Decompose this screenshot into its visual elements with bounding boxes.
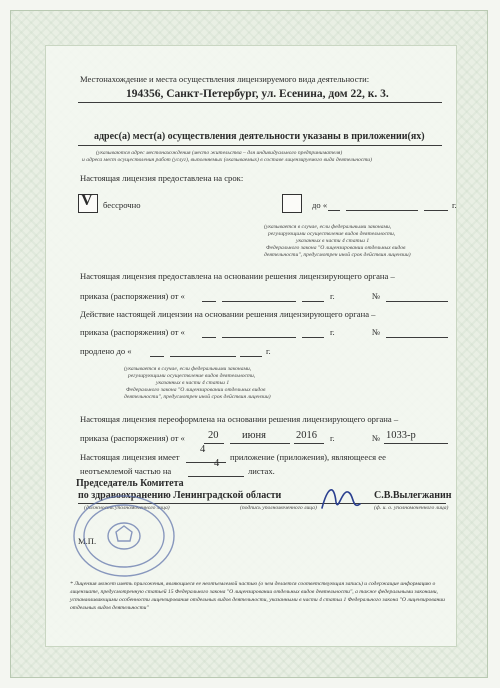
reissue-number-line xyxy=(384,443,448,444)
addresses-note: адрес(а) мест(а) осуществления деятельности указаны в приложении(ях) xyxy=(94,131,425,142)
reissue-year-line xyxy=(294,443,324,444)
annex-part-suffix: листах. xyxy=(248,466,275,476)
extended-year-line xyxy=(240,356,262,357)
footnote: * Лицензия может иметь приложения, являющиеся ее неотъемлемой частью (о чем делается соответствующая запись) и содержащие информацию о лицензиате, предусмотренную статьей 15 Федерального закона "О лицензировании отдельных видов деятельности", а также федеральными законами, устанавливающими особенности лицензирования отдельных видов деятельности, указанными в части 4 статьи 1 Федерального закона "О лицензировании отдельных видов деятельности" xyxy=(70,581,445,611)
extension-hint-4: Федерального закона "О лицензировании отдельных видов xyxy=(126,387,266,393)
extension-year-line xyxy=(302,337,324,338)
mp-label: М.П. xyxy=(78,536,97,546)
extension-label: Действие настоящей лицензии на основании решения лицензирующего органа – xyxy=(80,309,376,319)
extension-hint-1: (указывается в случае, если федеральными законами, xyxy=(124,366,252,372)
until-prefix: до « xyxy=(312,200,328,210)
name-hint: (ф. и. о. уполномоченного лица) xyxy=(374,505,449,511)
reissue-day-line xyxy=(204,443,224,444)
annex-sheet-line xyxy=(188,476,244,477)
term-hint-4: Федерального закона "О лицензировании отдельных видов xyxy=(266,245,406,251)
extension-hint-5: деятельности", предусмотрен иной срок действия лицензии) xyxy=(124,394,271,400)
reissue-g: г. xyxy=(330,433,335,443)
term-hint-5: деятельности", предусмотрен иной срок действия лицензии) xyxy=(264,252,411,258)
indefinite-checkbox xyxy=(78,194,98,213)
indefinite-label: бессрочно xyxy=(103,200,141,210)
term-hint-1: (указывается в случае, если федеральными законами, xyxy=(264,224,392,230)
term-hint-3: указанных в части 4 статьи 1 xyxy=(296,238,370,244)
location-label: Местонахождение и места осуществления лицензируемого вида деятельности: xyxy=(80,74,370,84)
until-day-line xyxy=(328,210,340,211)
extension-day-line xyxy=(202,337,216,338)
addresses-hint-2: и адреса мест осуществления работ (услуг), выполняемых (оказываемых) в составе лицензируемого вида деятельности) xyxy=(82,157,372,163)
reissue-number: 1033-р xyxy=(386,430,416,441)
annex-sheet-count: 4 xyxy=(214,458,220,469)
until-checkbox xyxy=(282,194,302,213)
signature-scribble xyxy=(318,482,364,516)
basis-order-prefix: приказа (распоряжения) от « xyxy=(80,291,185,301)
term-label: Настоящая лицензия предоставлена на срок: xyxy=(80,173,244,183)
basis-label: Настоящая лицензия предоставлена на основании решения лицензирующего органа – xyxy=(80,271,395,281)
basis-number-line xyxy=(386,301,448,302)
annex-has-prefix: Настоящая лицензия имеет xyxy=(80,452,180,462)
annex-part-prefix: неотъемлемой частью на xyxy=(80,466,172,476)
until-suffix: г. xyxy=(452,200,457,210)
check-mark: V xyxy=(81,192,93,209)
official-seal xyxy=(66,492,182,590)
basis-no: № xyxy=(372,291,381,301)
extension-g: г. xyxy=(330,327,335,337)
signature-hint: (подпись уполномоченного лица) xyxy=(240,505,317,511)
extension-month-line xyxy=(222,337,296,338)
extended-day-line xyxy=(150,356,164,357)
extended-month-line xyxy=(170,356,236,357)
reissue-label: Настоящая лицензия переоформлена на основании решения лицензирующего органа – xyxy=(80,414,399,424)
extension-hint-2: регулирующими осуществление видов деятельности, xyxy=(128,373,256,379)
extension-hint-3: указанных в части 4 статьи 1 xyxy=(156,380,230,386)
signatory-name: С.В.Вылегжанин xyxy=(374,490,452,501)
extension-number-line xyxy=(386,337,448,338)
position-hint: (должность уполномоченного лица) xyxy=(84,505,170,511)
annex-count: 4 xyxy=(200,444,206,455)
extension-order-prefix: приказа (распоряжения) от « xyxy=(80,327,185,337)
extended-until-prefix: продлено до « xyxy=(80,346,132,356)
address-underline xyxy=(78,102,442,103)
reissue-no: № xyxy=(372,433,381,443)
annex-count-line xyxy=(186,462,226,463)
reissue-month: июня xyxy=(242,430,266,441)
reissue-order-prefix: приказа (распоряжения) от « xyxy=(80,433,185,443)
reissue-day: 20 xyxy=(208,430,219,441)
term-hint-2: регулирующими осуществление видов деятельности, xyxy=(268,231,396,237)
license-address: 194356, Санкт-Петербург, ул. Есенина, дом 22, к. 3. xyxy=(126,88,389,100)
basis-g: г. xyxy=(330,291,335,301)
addresses-hint-1: (указываются адрес местонахождения (место жительства – для индивидуального предпринимателя) xyxy=(96,150,343,156)
extended-g: г. xyxy=(266,346,271,356)
reissue-month-line xyxy=(230,443,290,444)
basis-year-line xyxy=(302,301,324,302)
basis-day-line xyxy=(202,301,216,302)
basis-month-line xyxy=(222,301,296,302)
signatory-title-2: по здравоохранению Ленинградской области xyxy=(78,490,282,501)
signatory-title-1: Председатель Комитета xyxy=(76,478,184,489)
until-year-line xyxy=(424,210,448,211)
extension-no: № xyxy=(372,327,381,337)
addresses-underline xyxy=(78,145,442,146)
until-month-line xyxy=(346,210,418,211)
reissue-year: 2016 xyxy=(296,430,317,441)
annex-has-suffix: приложение (приложения), являющееся ее xyxy=(230,452,386,462)
